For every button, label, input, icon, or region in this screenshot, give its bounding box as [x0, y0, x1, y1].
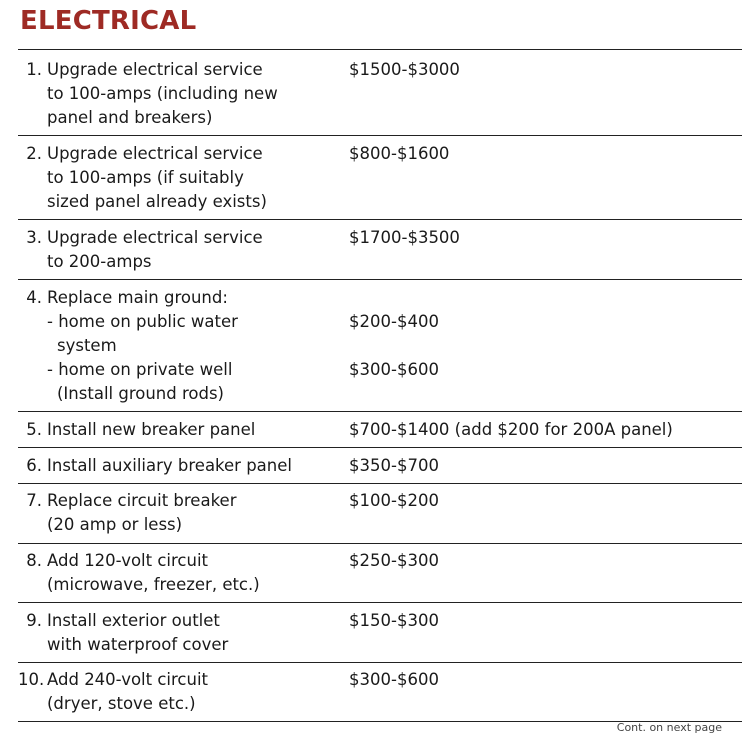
- item-cost: $1700-$3500: [349, 228, 460, 247]
- item-description: Replace circuit breaker: [47, 491, 237, 510]
- divider: [18, 543, 742, 544]
- item-description: to 100-amps (including new: [47, 84, 278, 103]
- item-cost: $300-$600: [349, 360, 439, 379]
- section-title: ELECTRICAL: [20, 6, 197, 36]
- item-description: Install auxiliary breaker panel: [47, 456, 292, 475]
- divider: [18, 662, 742, 663]
- item-cost: $800-$1600: [349, 144, 450, 163]
- divider: [18, 279, 742, 280]
- item-description: Upgrade electrical service: [47, 60, 263, 79]
- item-number: 3.: [26, 228, 42, 247]
- item-cost: $1500-$3000: [349, 60, 460, 79]
- item-cost: $350-$700: [349, 456, 439, 475]
- item-description: with waterproof cover: [47, 635, 229, 654]
- item-description: sized panel already exists): [47, 192, 267, 211]
- item-number: 1.: [26, 60, 42, 79]
- item-cost: $700-$1400 (add $200 for 200A panel): [349, 420, 673, 439]
- item-description: (dryer, stove etc.): [47, 694, 196, 713]
- item-number: 9.: [26, 611, 42, 630]
- item-cost: $100-$200: [349, 491, 439, 510]
- divider: [18, 447, 742, 448]
- item-description: (microwave, freezer, etc.): [47, 575, 260, 594]
- item-number: 8.: [26, 551, 42, 570]
- divider: [18, 135, 742, 136]
- item-number: 5.: [26, 420, 42, 439]
- item-description: Add 120-volt circuit: [47, 551, 209, 570]
- item-description: Install exterior outlet: [47, 611, 220, 630]
- divider: [18, 483, 742, 484]
- item-cost: $150-$300: [349, 611, 439, 630]
- item-description: (20 amp or less): [47, 515, 183, 534]
- sub-item-label: (Install ground rods): [57, 384, 224, 403]
- item-cost: $200-$400: [349, 312, 439, 331]
- divider: [18, 411, 742, 412]
- item-description: Upgrade electrical service: [47, 144, 263, 163]
- item-cost: $300-$600: [349, 670, 439, 689]
- continued-note: Cont. on next page: [616, 721, 722, 734]
- item-description: Add 240-volt circuit: [47, 670, 209, 689]
- divider: [18, 602, 742, 603]
- item-number: 4.: [26, 288, 42, 307]
- item-description: Install new breaker panel: [47, 420, 256, 439]
- item-description: to 100-amps (if suitably: [47, 168, 244, 187]
- item-description: to 200-amps: [47, 252, 152, 271]
- sub-item-label: - home on private well: [47, 360, 233, 379]
- divider: [18, 219, 742, 220]
- item-cost: $250-$300: [349, 551, 439, 570]
- item-number: 7.: [26, 491, 42, 510]
- item-number: 10.: [18, 670, 45, 689]
- item-description: Upgrade electrical service: [47, 228, 263, 247]
- item-number: 2.: [26, 144, 42, 163]
- sub-item-label: - home on public water: [47, 312, 238, 331]
- item-description: panel and breakers): [47, 108, 213, 127]
- item-number: 6.: [26, 456, 42, 475]
- divider: [18, 49, 742, 50]
- item-description: Replace main ground:: [47, 288, 228, 307]
- sub-item-label: system: [57, 336, 117, 355]
